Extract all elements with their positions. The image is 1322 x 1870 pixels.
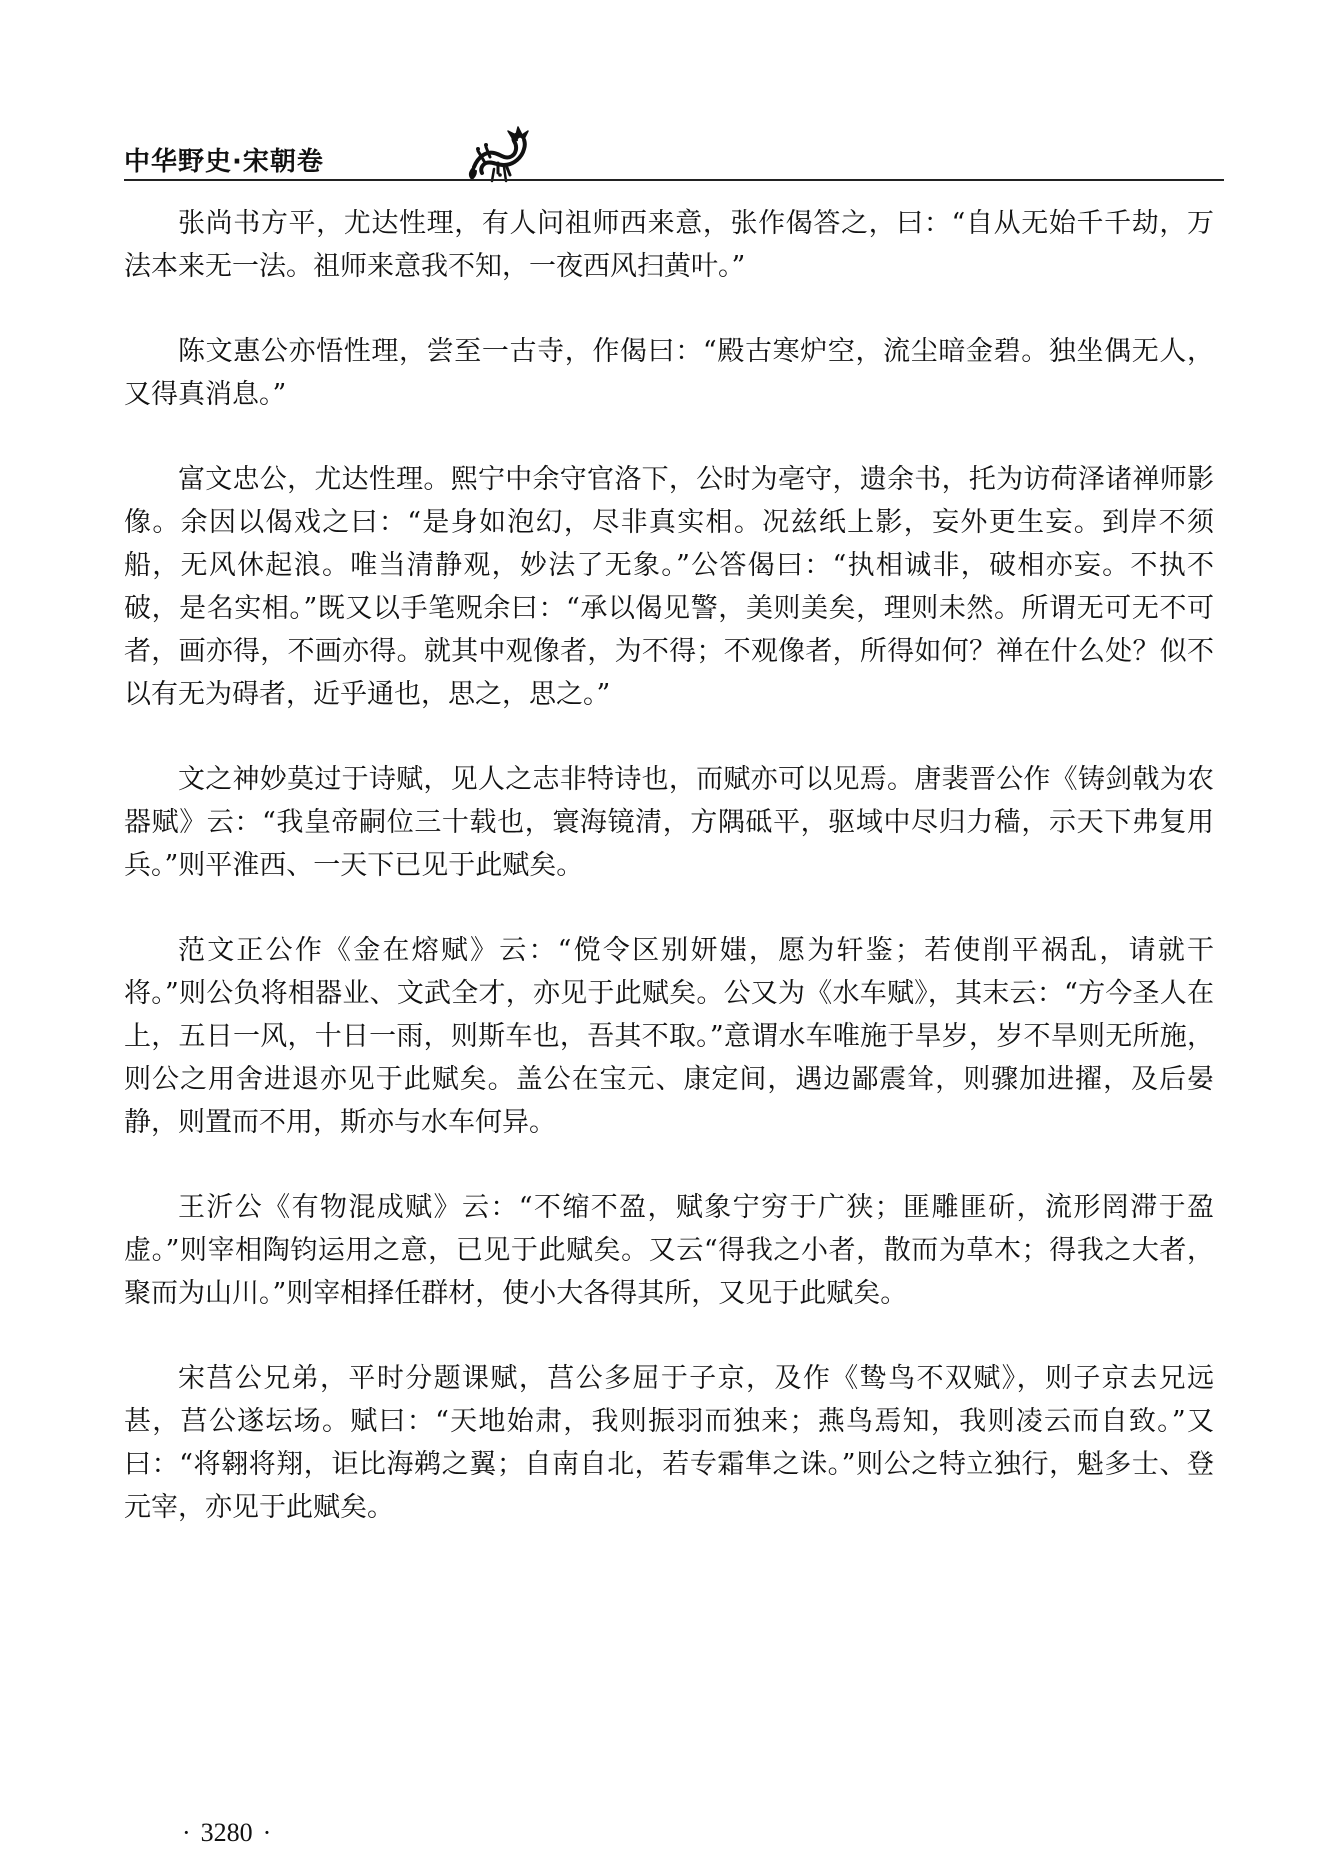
paragraph: 富文忠公，尤达性理。熙宁中余守官洛下，公时为亳守，遗余书，托为访荷泽诸禅师影像。余因以偈戏之曰：“是身如泡幻，尽非真实相。况兹纸上影，妄外更生妄。到岸不须船，无风休起浪。唯当清静观，妙法了无象。”公答偈曰：“执相诚非，破相亦妄。不执不破，是名实相。”既又以手笔贶余曰：“承以偈见警，美则美矣，理则未然。所谓无可无不可者，画亦得，不画亦得。就其中观像者，为不得；不观像者，所得如何？禅在什么处？似不以有无为碍者，近乎通也，思之，思之。” [124, 464, 1214, 710]
header-rule [124, 179, 1224, 181]
running-header [124, 135, 1224, 187]
page-number: 3280 [200, 1818, 253, 1847]
dragon-emblem-icon [464, 121, 536, 187]
paragraph: 王沂公《有物混成赋》云：“不缩不盈，赋象宁穷于广狭；匪雕匪斫，流形罔滞于盈虚。”则宰相陶钧运用之意，已见于此赋矣。又云“得我之小者，散而为草木；得我之大者，聚而为山川。”则宰相择任群材，使小大各得其所，又见于此赋矣。 [124, 1192, 1214, 1309]
folio-dot-left: · [182, 1818, 191, 1847]
paragraph: 宋莒公兄弟，平时分题课赋，莒公多屈于子京，及作《鸷鸟不双赋》，则子京去兄远甚，莒公遂坛场。赋曰：“天地始肃，我则振羽而独来；燕鸟焉知，我则凌云而自致。”又曰：“将翱将翔，讵比海鹈之翼；自南自北，若专霜隼之诛。”则公之特立独行，魁多士、登元宰，亦见于此赋矣。 [124, 1363, 1214, 1523]
folio-dot-right: · [262, 1818, 272, 1847]
body-text [124, 202, 1214, 1571]
book-title: 中华野史·宋朝卷 [124, 147, 324, 177]
paragraph: 范文正公作《金在熔赋》云：“傥令区别妍媸，愿为轩鉴；若使削平祸乱，请就干将。”则公负将相器业、文武全才，亦见于此赋矣。公又为《水车赋》，其末云：“方今圣人在上，五日一风，十日一雨，则斯车也，吾其不取。”意谓水车唯施于旱岁，岁不旱则无所施，则公之用舍进退亦见于此赋矣。盖公在宝元、康定间，遇边鄙震耸，则骤加进擢，及后晏静，则置而不用，斯亦与水车何异。 [124, 935, 1214, 1138]
paragraph: 文之神妙莫过于诗赋，见人之志非特诗也，而赋亦可以见焉。唐裴晋公作《铸剑戟为农器赋》云：“我皇帝嗣位三十载也，寰海镜清，方隅砥平，驱域中尽归力穑，示天下弗复用兵。”则平淮西、一天下已见于此赋矣。 [124, 764, 1214, 881]
paragraph: 张尚书方平，尤达性理，有人问祖师西来意，张作偈答之，曰：“自从无始千千劫，万法本来无一法。祖师来意我不知，一夜西风扫黄叶。” [124, 208, 1214, 282]
paragraph: 陈文惠公亦悟性理，尝至一古寺，作偈曰：“殿古寒炉空，流尘暗金碧。独坐偶无人，又得真消息。” [124, 336, 1214, 410]
page-number-footer [172, 1818, 281, 1848]
